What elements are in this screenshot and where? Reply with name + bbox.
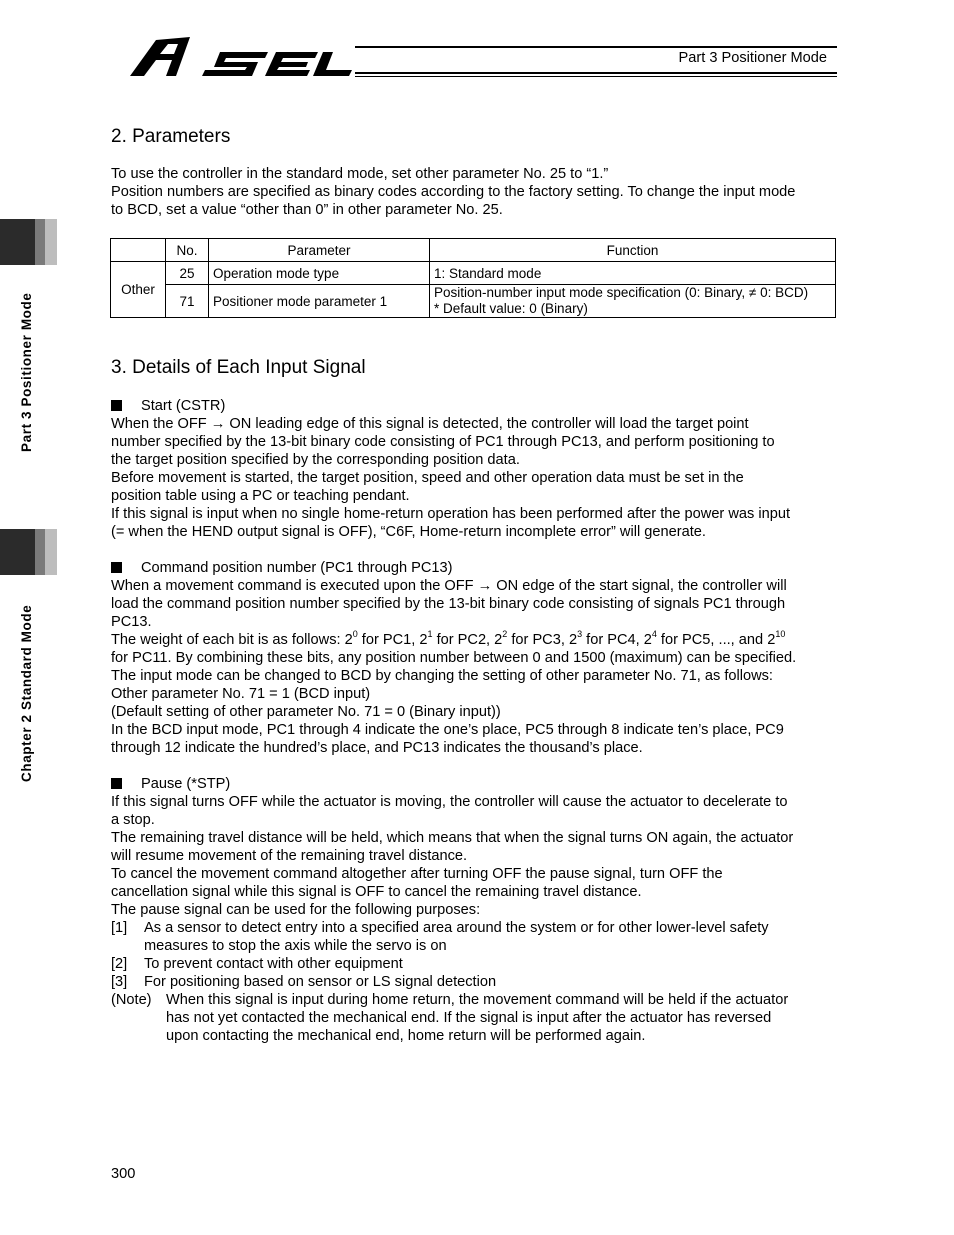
text-line: When a movement command is executed upon the OFF → ON edge of the start signal, the controller will xyxy=(111,578,787,594)
table-header-row xyxy=(111,239,836,262)
table-cell-function: 1: Standard mode xyxy=(430,262,836,285)
section-heading-parameters: 2. Parameters xyxy=(111,126,231,147)
bit-weight-line: The weight of each bit is as follows: $2^0$ for PC1, $2^1$ for PC2, $2^2$ for PC3, $2^3$ for PC4, $2^4$ for PC5, ..., and $2^{10}$ xyxy=(111,629,786,648)
purpose-item xyxy=(111,973,851,991)
text-line: If this signal is input when no single home-return operation has been performed after the power was input xyxy=(111,506,791,522)
note xyxy=(111,991,851,1045)
signal-cmdpos-title: Command position number (PC1 through PC13) xyxy=(111,559,851,577)
note-mark: (Note) xyxy=(111,992,152,1008)
page-number: 300 xyxy=(111,1166,136,1182)
table-cell-parameter: Operation mode type xyxy=(209,262,430,285)
table-row xyxy=(111,285,836,318)
table-cell-function xyxy=(430,285,836,318)
table-header-cell: Function xyxy=(430,239,836,262)
side-tab-marker xyxy=(0,219,57,265)
table-group-cell: Other xyxy=(111,262,166,318)
text-line: the target position specified by the corresponding position data. xyxy=(111,452,520,468)
table-row xyxy=(111,262,836,285)
section-heading-input-signals: 3. Details of Each Input Signal xyxy=(111,357,366,378)
text-line: The input mode can be changed to BCD by changing the setting of other parameter No. 71, as follows: xyxy=(111,668,773,684)
text-line: PC13. xyxy=(111,614,152,630)
table-header-cell: Parameter xyxy=(209,239,430,262)
text-line: Other parameter No. 71 = 1 (BCD input) xyxy=(111,686,371,702)
text-line: Position numbers are specified as binary codes according to the factory setting. To change the input mode xyxy=(111,184,796,200)
parameters-intro xyxy=(111,165,795,219)
item-text: To prevent contact with other equipment xyxy=(144,956,403,972)
purpose-item xyxy=(111,919,851,955)
text-line: In the BCD input mode, PC1 through 4 indicate the one’s place, PC5 through 8 indicate ten’s place, PC9 xyxy=(111,722,784,738)
side-tab-part-label: Part 3 Positioner Mode xyxy=(19,292,34,452)
text-line: Before movement is started, the target position, speed and other operation data must be set in the xyxy=(111,470,744,486)
text-line: for PC11. By combining these bits, any position number between 0 and 1500 (maximum) can be specified. xyxy=(111,650,797,666)
text-line: will resume movement of the remaining travel distance. xyxy=(111,848,468,864)
signal-pause-block xyxy=(111,775,851,1045)
item-text: For positioning based on sensor or LS signal detection xyxy=(144,974,497,990)
header-rule xyxy=(355,46,837,48)
header-section-title: Part 3 Positioner Mode xyxy=(678,50,827,66)
item-mark: [2] xyxy=(111,956,128,972)
text-line: (Default setting of other parameter No. 71 = 0 (Binary input)) xyxy=(111,704,501,720)
square-bullet-icon xyxy=(111,562,122,573)
text-line: through 12 indicate the hundred’s place, and PC13 indicates the thousand’s place. xyxy=(111,740,643,756)
text-line: The remaining travel distance will be held, which means that when the signal turns ON again, the actuator xyxy=(111,830,794,846)
parameter-table xyxy=(110,238,836,318)
text-line: If this signal turns OFF while the actuator is moving, the controller will cause the actuator to decelerate to xyxy=(111,794,788,810)
text-line: position table using a PC or teaching pendant. xyxy=(111,488,410,504)
table-header-cell: No. xyxy=(166,239,209,262)
purpose-item xyxy=(111,955,851,973)
text-line: load the command position number specified by the 13-bit binary code consisting of signals PC1 through xyxy=(111,596,786,612)
text-line: cancellation signal while this signal is OFF to cancel the remaining travel distance. xyxy=(111,884,642,900)
item-text: As a sensor to detect entry into a specified area around the system or for other lower-level safety measures to stop the axis while the servo is on xyxy=(144,920,769,954)
text-line: to BCD, set a value “other than 0” in other parameter No. 25. xyxy=(111,202,503,218)
signal-cmdpos-block xyxy=(111,559,851,757)
table-cell-no: 71 xyxy=(166,285,209,318)
signal-start-block xyxy=(111,397,851,541)
header-rule xyxy=(355,72,837,74)
item-mark: [3] xyxy=(111,974,128,990)
text-line: a stop. xyxy=(111,812,155,828)
side-tab-chapter-label: Chapter 2 Standard Mode xyxy=(19,604,34,782)
header-rule xyxy=(355,76,837,77)
text-line: To use the controller in the standard mode, set other parameter No. 25 to “1.” xyxy=(111,166,609,182)
table-cell-no: 25 xyxy=(166,262,209,285)
text-line: To cancel the movement command altogether after turning OFF the pause signal, turn OFF the xyxy=(111,866,723,882)
function-line: * Default value: 0 (Binary) xyxy=(434,301,588,316)
function-line: Position-number input mode specification (0: Binary, ≠ 0: BCD) xyxy=(434,285,809,300)
square-bullet-icon xyxy=(111,400,122,411)
note-text: When this signal is input during home return, the movement command will be held if the actuator has not yet contacted the mechanical end. If the signal is input after the actuator has reversed upon contacting the mechanical end, home return will be performed again. xyxy=(166,992,789,1044)
text-line: The pause signal can be used for the following purposes: xyxy=(111,902,481,918)
text-line: When the OFF → ON leading edge of this signal is detected, the controller will load the target point xyxy=(111,416,749,432)
text-line: number specified by the 13-bit binary code consisting of PC1 through PC13, and perform positioning to xyxy=(111,434,775,450)
text-line: (= when the HEND output signal is OFF), “C6F, Home-return incomplete error” will generate. xyxy=(111,524,706,540)
signal-pause-title: Pause (*STP) xyxy=(111,775,851,793)
table-cell-parameter: Positioner mode parameter 1 xyxy=(209,285,430,318)
square-bullet-icon xyxy=(111,778,122,789)
side-tab-marker xyxy=(0,529,57,575)
signal-start-title: Start (CSTR) xyxy=(111,397,851,415)
item-mark: [1] xyxy=(111,920,128,936)
asel-logo xyxy=(128,34,353,80)
table-header-cell xyxy=(111,239,166,262)
